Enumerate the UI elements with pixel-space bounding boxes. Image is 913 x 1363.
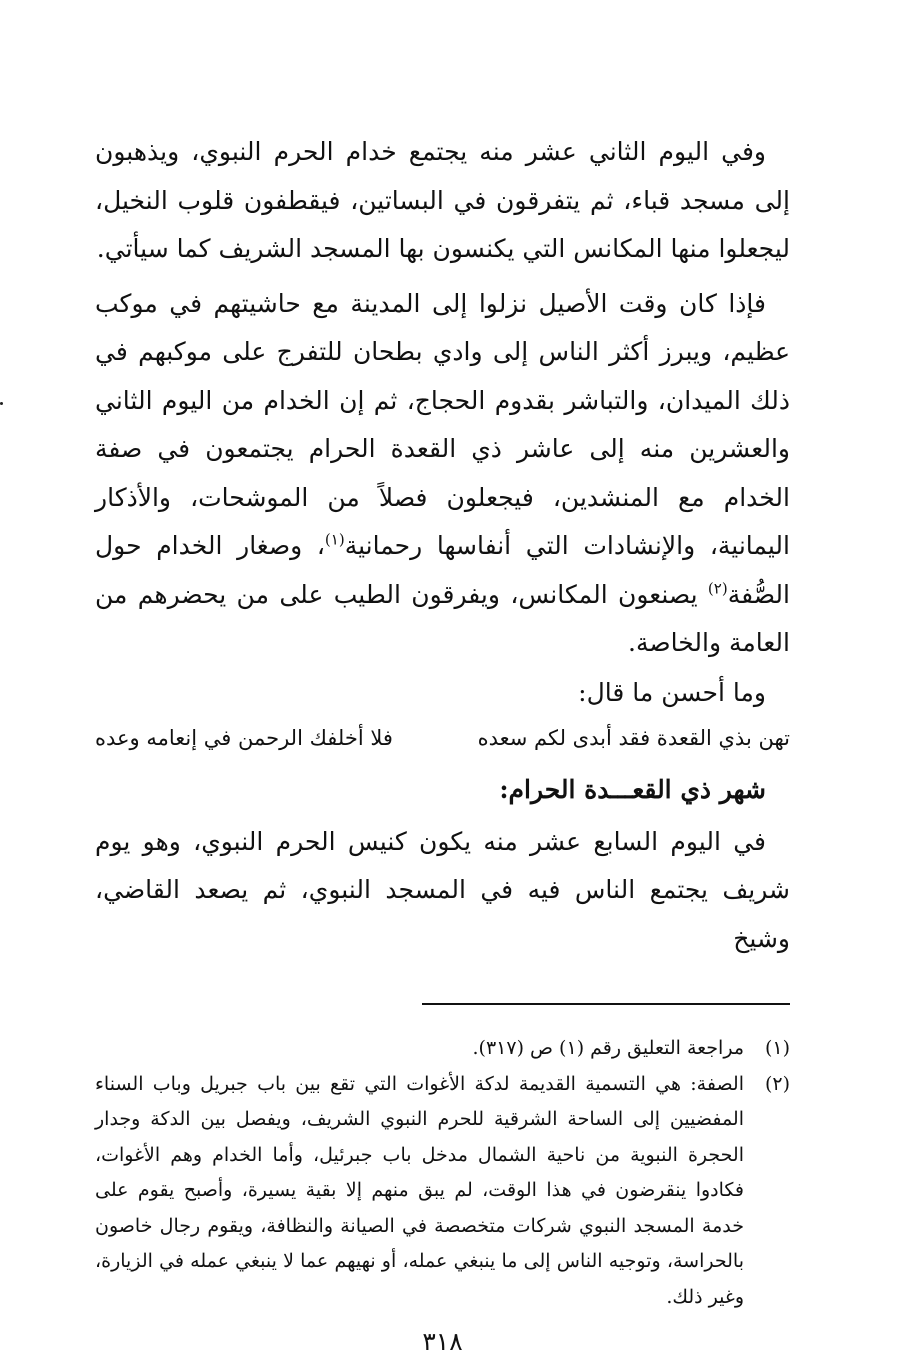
section-heading: شهر ذي القعـــدة الحرام:	[499, 774, 766, 804]
footnote-separator	[422, 1003, 790, 1005]
margin-dot	[0, 402, 3, 405]
footnote-text: مراجعة التعليق رقم (١) ص (٣١٧).	[472, 1037, 744, 1059]
footnote-number: (١)	[764, 1037, 790, 1059]
paragraph-3: في اليوم السابع عشر منه يكون كنيس الحرم النبوي، وهو يوم شريف يجتمع الناس فيه في المسجد النبوي، ثم يصعد القاضي، وشيخ	[95, 826, 790, 953]
footnote-text: الصفة: هي التسمية القديمة لدكة الأغوات التي تقع بين باب جبريل وباب السناء المفضيين إلى الساحة الشرقية للحرم النبوي الشريف، ويفصل بين الدكة وجدار الحجرة النبوية من ناحية الشمال مدخل باب جبرئيل، وأما الخدام وهم الأغوات، فكادوا ينقرضون في هذا الوقت، لم يبق منهم إلا بقية يسيرة، وأصبح يقوم على خدمة المسجد النبوي شركات متخصصة في الصيانة والنظافة، ويقوم رجال خاصون بالحراسة، وتوجيه الناس إلى ما ينبغي عمله، أو نهيهم عما لا ينبغي عمله في الزيارة، وغير ذلك.	[95, 1072, 744, 1308]
footnote-ref-2[interactable]: (٢)	[707, 579, 728, 598]
paragraph-2	[95, 280, 790, 668]
paragraph-2-text-b: ، وصغار الخدام حول الصُّفة	[95, 531, 790, 609]
page-content	[95, 128, 790, 1356]
paragraph-2-text-c: يصنعون المكانس، ويفرقون الطيب على من يحضرهم من العامة والخاصة.	[95, 579, 790, 657]
verse-intro: وما أحسن ما قال:	[578, 677, 766, 707]
footnote-number: (٢)	[764, 1072, 790, 1095]
page-number: ٣١٨	[422, 1327, 463, 1356]
poem-verse	[95, 716, 790, 760]
verse-first-hemistich: تهن بذي القعدة فقد أبدى لكم سعده	[477, 725, 790, 750]
paragraph-2-text-a: فإذا كان وقت الأصيل نزلوا إلى المدينة مع حاشيتهم في موكب عظيم، ويبرز أكثر الناس إلى وادي بطحان للتفرج على موكبهم في ذلك الميدان، والتباشر بقدوم الحجاج، ثم إن الخدام من اليوم الثاني والعشرين منه إلى عاشر ذي القعدة الحرام يجتمعون في صفة الخدام مع المنشدين، فيجعلون فصلاً من الموشحات، والأذكار اليمانية، والإنشادات التي أنفاسها رحمانية	[95, 288, 790, 560]
verse-second-hemistich: فلا أخلفك الرحمن في إنعامه وعده	[95, 725, 393, 750]
footnote-2	[95, 1067, 790, 1316]
footnote-ref-1[interactable]: (١)	[324, 530, 345, 549]
footnote-1	[95, 1031, 790, 1067]
paragraph-1: وفي اليوم الثاني عشر منه يجتمع خدام الحرم النبوي، ويذهبون إلى مسجد قباء، ثم يتفرقون في البساتين، فيقطفون قلوب النخيل، ليجعلوا منها المكانس التي يكنسون بها المسجد الشريف كما سيأتي.	[95, 137, 790, 263]
footnotes	[95, 1031, 790, 1315]
